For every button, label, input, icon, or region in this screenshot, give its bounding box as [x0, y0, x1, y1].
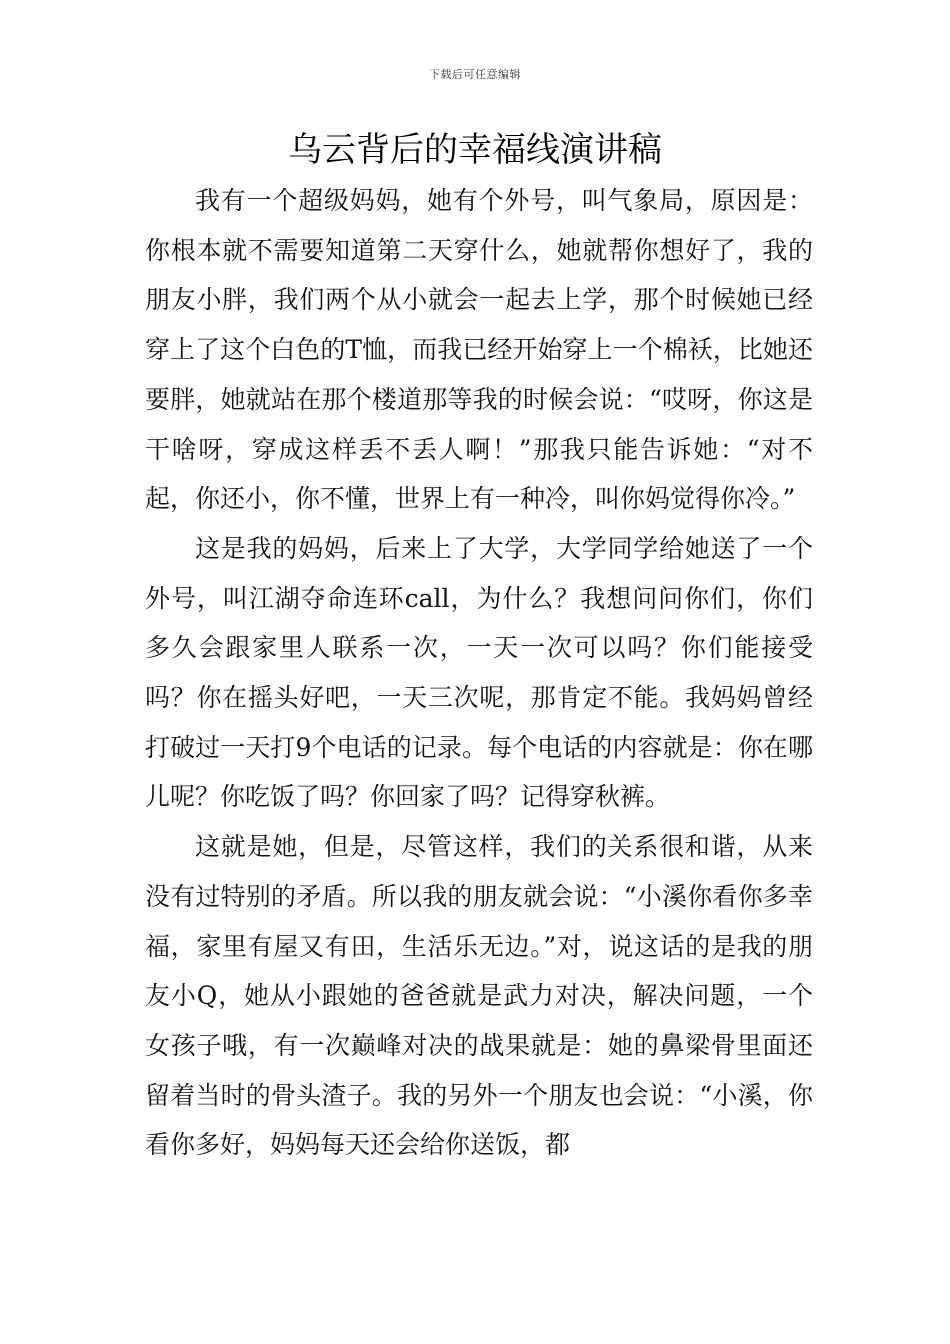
- document-title: 乌云背后的幸福线演讲稿: [288, 130, 662, 170]
- paragraph-1: 我有一个超级妈妈，她有个外号，叫气象局，原因是：你根本就不需要知道第二天穿什么，她就帮你想好了，我的朋友小胖，我们两个从小就会一起去上学，那个时候她已经穿上了这个白色的T恤，而我已经开始穿上一个棉袄，比她还要胖，她就站在那个楼道那等我的时候会说：“哎呀，你这是干啥呀，穿成这样丢不丢人啊！”那我只能告诉她：“对不起，你还小，你不懂，世界上有一种冷，叫你妈觉得你冷。”: [145, 186, 813, 514]
- header-note: 下载后可任意编辑: [429, 68, 521, 81]
- document-body: [145, 176, 813, 1170]
- paragraph-2: 这是我的妈妈，后来上了大学，大学同学给她送了一个外号，叫江湖夺命连环call，为什么？我想问问你们，你们多久会跟家里人联系一次，一天一次可以吗？你们能接受吗？你在摇头好吧，一天三次呢，那肯定不能。我妈妈曾经打破过一天打9个电话的记录。每个电话的内容就是：你在哪儿呢？你吃饭了吗？你回家了吗？记得穿秋裤。: [145, 533, 813, 812]
- paragraph-3: 这就是她，但是，尽管这样，我们的关系很和谐，从来没有过特别的矛盾。所以我的朋友就会说：“小溪你看你多幸福，家里有屋又有田，生活乐无边。”对，说这话的是我的朋友小Q，她从小跟她的爸爸就是武力对决，解决问题，一个女孩子哦，有一次巅峰对决的战果就是：她的鼻梁骨里面还留着当时的骨头渣子。我的另外一个朋友也会说：“小溪，你看你多好，妈妈每天还会给你送饭，都: [145, 832, 813, 1160]
